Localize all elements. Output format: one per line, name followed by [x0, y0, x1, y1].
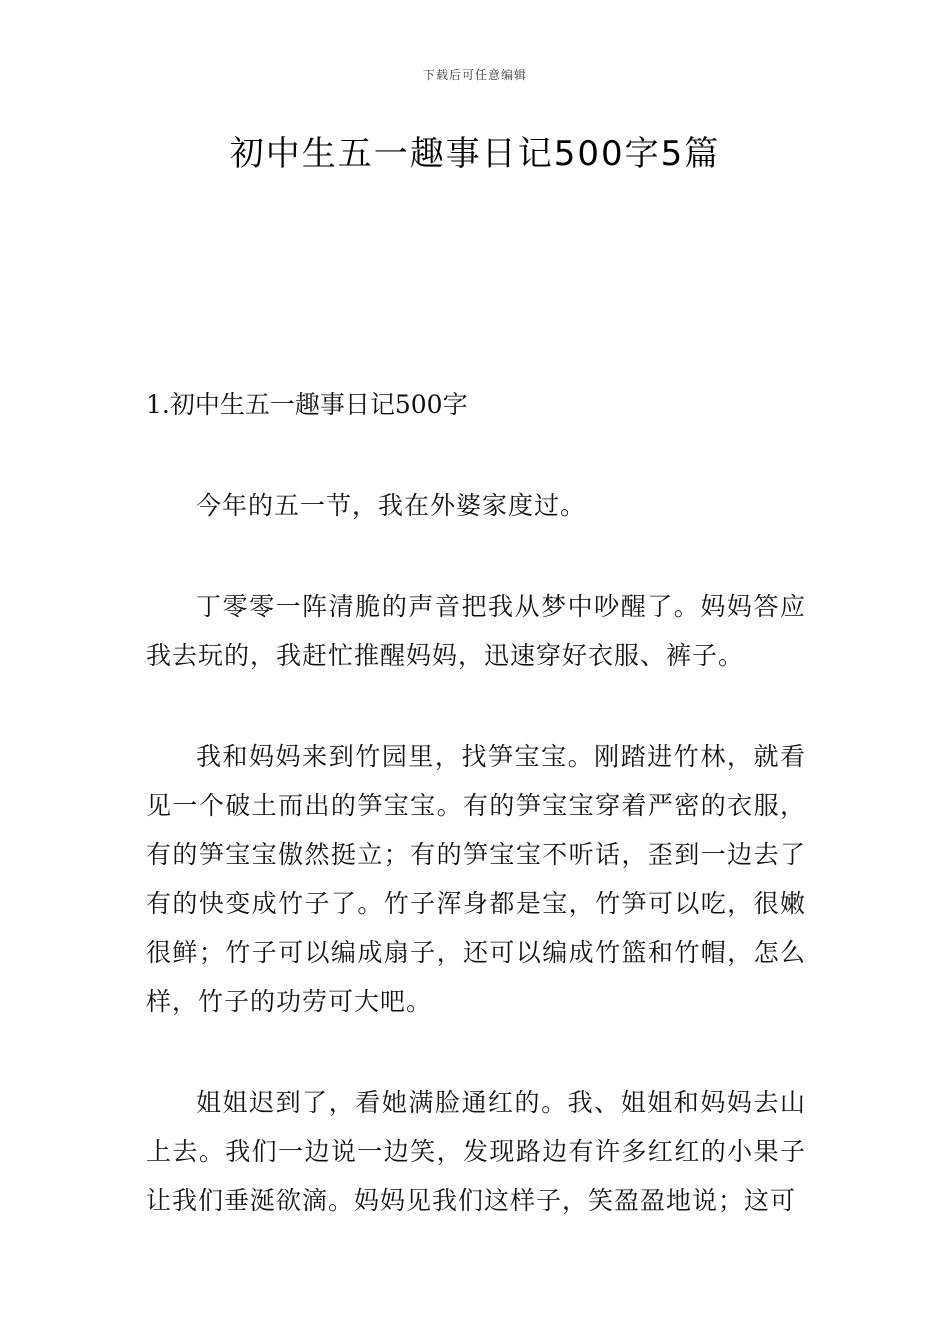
- header-note: 下载后可任意编辑: [422, 68, 527, 82]
- document-body: [146, 380, 806, 1277]
- paragraph-4: 姐姐迟到了，看她满脸通红的。我、姐姐和妈妈去山上去。我们一边说一边笑，发现路边有许多红红的小果子让我们垂涎欲滴。妈妈见我们这样子，笑盈盈地说；这可: [146, 1088, 806, 1215]
- paragraph-3: 我和妈妈来到竹园里，找笋宝宝。刚踏进竹林，就看见一个破土而出的笋宝宝。有的笋宝宝穿着严密的衣服，有的笋宝宝傲然挺立；有的笋宝宝不听话，歪到一边去了有的快变成竹子了。竹子浑身都是宝，竹笋可以吃，很嫩很鲜；竹子可以编成扇子，还可以编成竹篮和竹帽，怎么样，竹子的功劳可大吧。: [146, 742, 806, 1016]
- section-heading: 1.初中生五一趣事日记500字: [146, 390, 468, 419]
- document-title: 初中生五一趣事日记500字5篇: [229, 134, 721, 174]
- paragraph-1: 今年的五一节，我在外婆家度过。: [196, 491, 587, 520]
- paragraph-2: 丁零零一阵清脆的声音把我从梦中吵醒了。妈妈答应我去玩的，我赶忙推醒妈妈，迅速穿好衣服、裤子。: [146, 592, 806, 670]
